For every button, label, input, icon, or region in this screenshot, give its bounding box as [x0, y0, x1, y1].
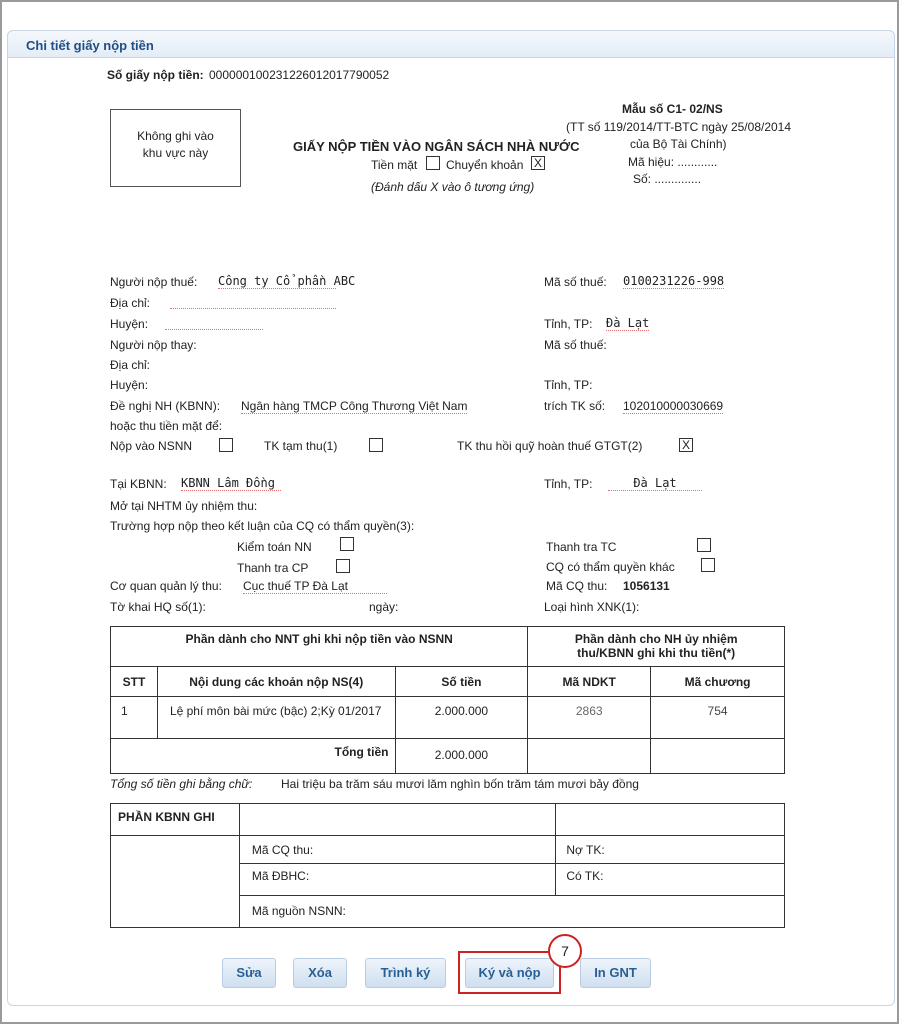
panel-title: Chi tiết giấy nộp tiền [26, 38, 154, 53]
thanh-tra-cp-checkbox[interactable] [336, 559, 350, 573]
thanh-tra-tc-label: Thanh tra TC [546, 540, 617, 554]
cq-khac-checkbox[interactable] [701, 558, 715, 572]
co-tk-label: Có TK: [556, 864, 785, 896]
customs-label: Tờ khai HQ số(1): [110, 600, 206, 614]
tk-hoan-thue-checkbox[interactable]: X [679, 438, 693, 452]
row-content: Lệ phí môn bài mức (bậc) 2;Kỳ 01/2017 [157, 697, 395, 739]
total-chuong-cell [651, 739, 785, 774]
agency-code-value: 1056131 [623, 579, 670, 593]
total-value: 2.000.000 [395, 739, 528, 774]
col-content: Nội dung các khoản nộp NS(4) [157, 667, 395, 697]
ma-dbhc-label: Mã ĐBHC: [239, 864, 556, 896]
kiem-toan-label: Kiểm toán NN [237, 540, 312, 554]
kbnn-left-cell [111, 836, 240, 928]
tk-hoan-thue-label: TK thu hồi quỹ hoàn thuế GTGT(2) [457, 439, 643, 453]
kbnn-label: Tại KBNN: [110, 477, 167, 491]
step-callout: 7 [548, 934, 582, 968]
xnk-label: Loại hình XNK(1): [544, 600, 640, 614]
kbnn-province-label: Tỉnh, TP: [544, 477, 593, 491]
province-label: Tỉnh, TP: [544, 317, 593, 331]
address-label: Địa chỉ: [110, 296, 151, 310]
col-stt: STT [111, 667, 158, 697]
no-tk-label: Nợ TK: [556, 836, 785, 864]
words-label: Tổng số tiền ghi bằng chữ: [110, 777, 253, 791]
transfer-label: Chuyển khoản [446, 158, 524, 172]
kbnn-table [110, 803, 785, 928]
cash-label: Tiền mặt [371, 158, 418, 172]
nnt-header: Phần dành cho NNT ghi khi nộp tiền vào NSNN [111, 627, 528, 667]
highlight-box [458, 951, 561, 994]
row-amount: 2.000.000 [395, 697, 528, 739]
address-value [170, 296, 336, 309]
proxy-district-label: Huyện: [110, 378, 149, 392]
sign-and-submit-button[interactable]: Ký và nộp [465, 958, 554, 988]
tk-tam-thu-checkbox[interactable] [369, 438, 383, 452]
agency-label: Cơ quan quản lý thu: [110, 579, 222, 593]
date-label: ngày: [369, 600, 399, 614]
proxy-tax-label: Mã số thuế: [544, 338, 607, 352]
district-value [165, 317, 263, 330]
cq-khac-label: CQ có thẩm quyền khác [546, 560, 675, 574]
words-value: Hai triệu ba trăm sáu mươi lăm nghìn bốn trăm tám mươi bảy đồng [281, 777, 639, 791]
nsnn-checkbox[interactable] [219, 438, 233, 452]
payment-table [110, 626, 785, 774]
total-label: Tổng tiền [111, 739, 396, 774]
ma-hieu: Mã hiệu: ............ [628, 155, 718, 169]
form-code: Mẫu số C1- 02/NS [622, 102, 723, 116]
doc-title: GIẤY NỘP TIỀN VÀO NGÂN SÁCH NHÀ NƯỚC [293, 139, 580, 154]
form-ref-1: (TT số 119/2014/TT-BTC ngày 25/08/2014 [566, 120, 792, 134]
kbnn-value: KBNN Lâm Đồng [181, 476, 281, 491]
so-field: Số: .............. [633, 172, 702, 186]
delete-button[interactable]: Xóa [293, 958, 347, 988]
province-value: Đà Lạt [606, 316, 650, 330]
thanh-tra-tc-checkbox[interactable] [697, 538, 711, 552]
payer-name-label: Người nộp thuế: [110, 275, 198, 289]
stamp-box [110, 109, 241, 187]
col-ndkt: Mã NDKT [528, 667, 651, 697]
tax-code-value: 0100231226-998 [623, 274, 725, 288]
table-row [111, 697, 785, 739]
doc-number-value: 000000100231226012017790052 [209, 68, 390, 82]
doc-number-label: Số giấy nộp tiền: [107, 68, 204, 82]
mark-note: (Đánh dấu X vào ô tương ứng) [371, 180, 535, 194]
stamp-line-2: khu vực này [142, 146, 209, 160]
bank-label: Đề nghị NH (KBNN): [110, 399, 221, 413]
print-button[interactable]: In GNT [580, 958, 651, 988]
account-value: 102010000030669 [623, 399, 724, 413]
transfer-checkbox[interactable]: X [531, 156, 545, 170]
ma-cq-thu-label: Mã CQ thu: [239, 836, 556, 864]
cash-for-label: hoặc thu tiền mặt để: [110, 419, 223, 433]
kiem-toan-checkbox[interactable] [340, 537, 354, 551]
kbnn-section-title: PHẦN KBNN GHI [111, 804, 240, 836]
tk-tam-thu-label: TK tạm thu(1) [264, 439, 338, 453]
col-amount: Số tiền [395, 667, 528, 697]
account-label: trích TK số: [544, 399, 606, 413]
cash-checkbox[interactable] [426, 156, 440, 170]
col-chuong: Mã chương [651, 667, 785, 697]
agency-value: Cục thuế TP Đà Lạt [243, 579, 387, 594]
nhtm-label: Mở tại NHTM ủy nhiệm thu: [110, 499, 258, 513]
bank-value: Ngân hàng TMCP Công Thương Việt Nam [241, 399, 468, 413]
row-stt: 1 [111, 697, 158, 739]
payer-name-value: Công ty Cổ phần ABC [218, 274, 356, 288]
proxy-label: Người nộp thay: [110, 338, 197, 352]
total-ndkt-cell [528, 739, 651, 774]
nh-header: Phần dành cho NH ủy nhiệm thu/KBNN ghi khi thu tiền(*) [528, 627, 785, 667]
agency-code-label: Mã CQ thu: [546, 579, 608, 593]
kbnn-top-right [556, 804, 785, 836]
kbnn-top-mid [239, 804, 556, 836]
form-ref-2: của Bộ Tài Chính) [630, 137, 727, 151]
case-label: Trường hợp nộp theo kết luận của CQ có thẩm quyền(3): [110, 519, 415, 533]
nsnn-label: Nộp vào NSNN [110, 439, 193, 453]
ma-nguon-label: Mã nguồn NSNN: [239, 896, 784, 928]
tax-code-label: Mã số thuế: [544, 275, 607, 289]
kbnn-province-value: Đà Lạt [608, 476, 702, 491]
district-label: Huyện: [110, 317, 149, 331]
row-chuong: 754 [651, 697, 785, 739]
proxy-province-label: Tỉnh, TP: [544, 378, 593, 392]
stamp-line-1: Không ghi vào [137, 129, 214, 143]
row-ndkt: 2863 [528, 697, 651, 739]
edit-button[interactable]: Sửa [222, 958, 276, 988]
submit-sign-button[interactable]: Trình ký [365, 958, 446, 988]
thanh-tra-cp-label: Thanh tra CP [237, 561, 309, 575]
proxy-address-label: Địa chỉ: [110, 358, 151, 372]
